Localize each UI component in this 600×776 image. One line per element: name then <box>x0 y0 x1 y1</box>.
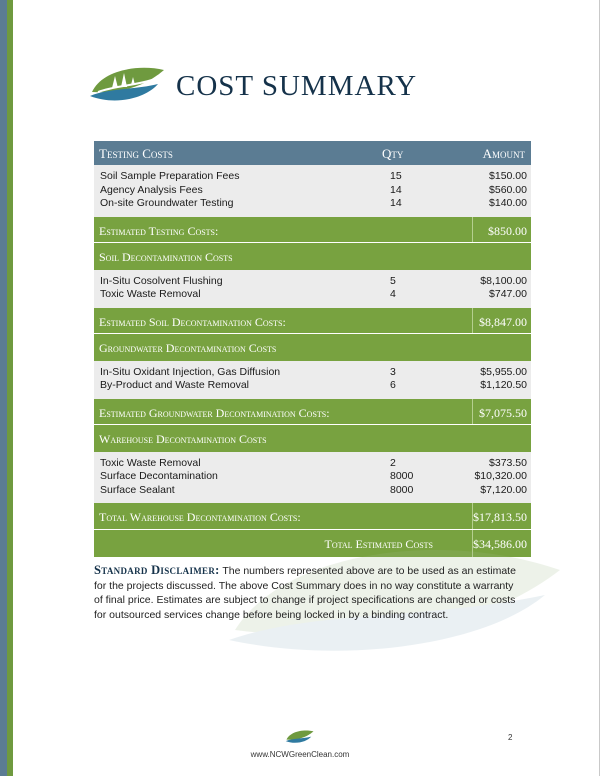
footer-url: www.NCWGreenClean.com <box>250 750 350 759</box>
column-divider <box>472 399 473 424</box>
column-divider <box>472 308 473 333</box>
side-bar-blue <box>0 0 7 776</box>
table-row: Toxic Waste Removal 2 $373.50 <box>100 456 527 469</box>
disclaimer-text: The numbers represented above are to be used as an estimate for the projects discussed. The above Cost Summary does in no way constitute a warranty of final price. Estimates are subject to change if project specifications are changed or costs for outsourced services change before being locked in by a binding contract. <box>94 565 516 621</box>
table-row: In-Situ Cosolvent Flushing 5 $8,100.00 <box>100 274 527 287</box>
leaf-logo-icon <box>88 62 168 108</box>
footer-logo-icon <box>285 728 315 746</box>
table-row: Surface Decontamination 8000 $10,320.00 <box>100 470 527 482</box>
warehouse-total-row: Total Warehouse Decontamination Costs: $17,813.50 <box>94 503 531 530</box>
testing-total-row: Estimated Testing Costs: $850.00 <box>94 217 531 243</box>
table-row: By-Product and Waste Removal 6 $1,120.50 <box>100 379 527 391</box>
table-header <box>94 141 531 165</box>
groundwater-items <box>94 361 531 399</box>
disclaimer-label: Standard Disclaimer: <box>94 563 220 577</box>
header-amount: Amount <box>482 146 525 161</box>
table-row: Agency Analysis Fees 14 $560.00 <box>100 183 527 196</box>
table-row: Toxic Waste Removal 4 $747.00 <box>100 288 527 300</box>
groundwater-total-row: Estimated Groundwater Decontamination Costs: $7,075.50 <box>94 399 531 425</box>
header-testing-costs: Testing Costs <box>99 146 173 161</box>
grand-total-row: Total Estimated Costs $34,586.00 <box>94 530 531 557</box>
page-number: 2 <box>508 733 513 742</box>
soil-items <box>94 270 531 308</box>
table-row: Soil Sample Preparation Fees 15 $150.00 <box>100 170 527 182</box>
soil-total-row: Estimated Soil Decontamination Costs: $8,847.00 <box>94 308 531 334</box>
cost-summary-table <box>94 141 531 557</box>
table-row: Surface Sealant 8000 $7,120.00 <box>100 483 527 496</box>
warehouse-items <box>94 452 531 504</box>
side-bar-green <box>7 0 13 776</box>
page-title: COST SUMMARY <box>176 70 418 102</box>
table-row: On-site Groundwater Testing 14 $140.00 <box>100 197 527 209</box>
disclaimer <box>94 563 524 622</box>
warehouse-heading-row: Warehouse Decontamination Costs <box>94 425 531 452</box>
header-qty: Qty <box>382 146 404 161</box>
soil-heading-row: Soil Decontamination Costs <box>94 243 531 270</box>
groundwater-heading-row: Groundwater Decontamination Costs <box>94 334 531 361</box>
table-row: In-Situ Oxidant Injection, Gas Diffusion 3 $5,955.00 <box>100 365 527 378</box>
column-divider <box>472 217 473 242</box>
testing-items <box>94 165 531 217</box>
